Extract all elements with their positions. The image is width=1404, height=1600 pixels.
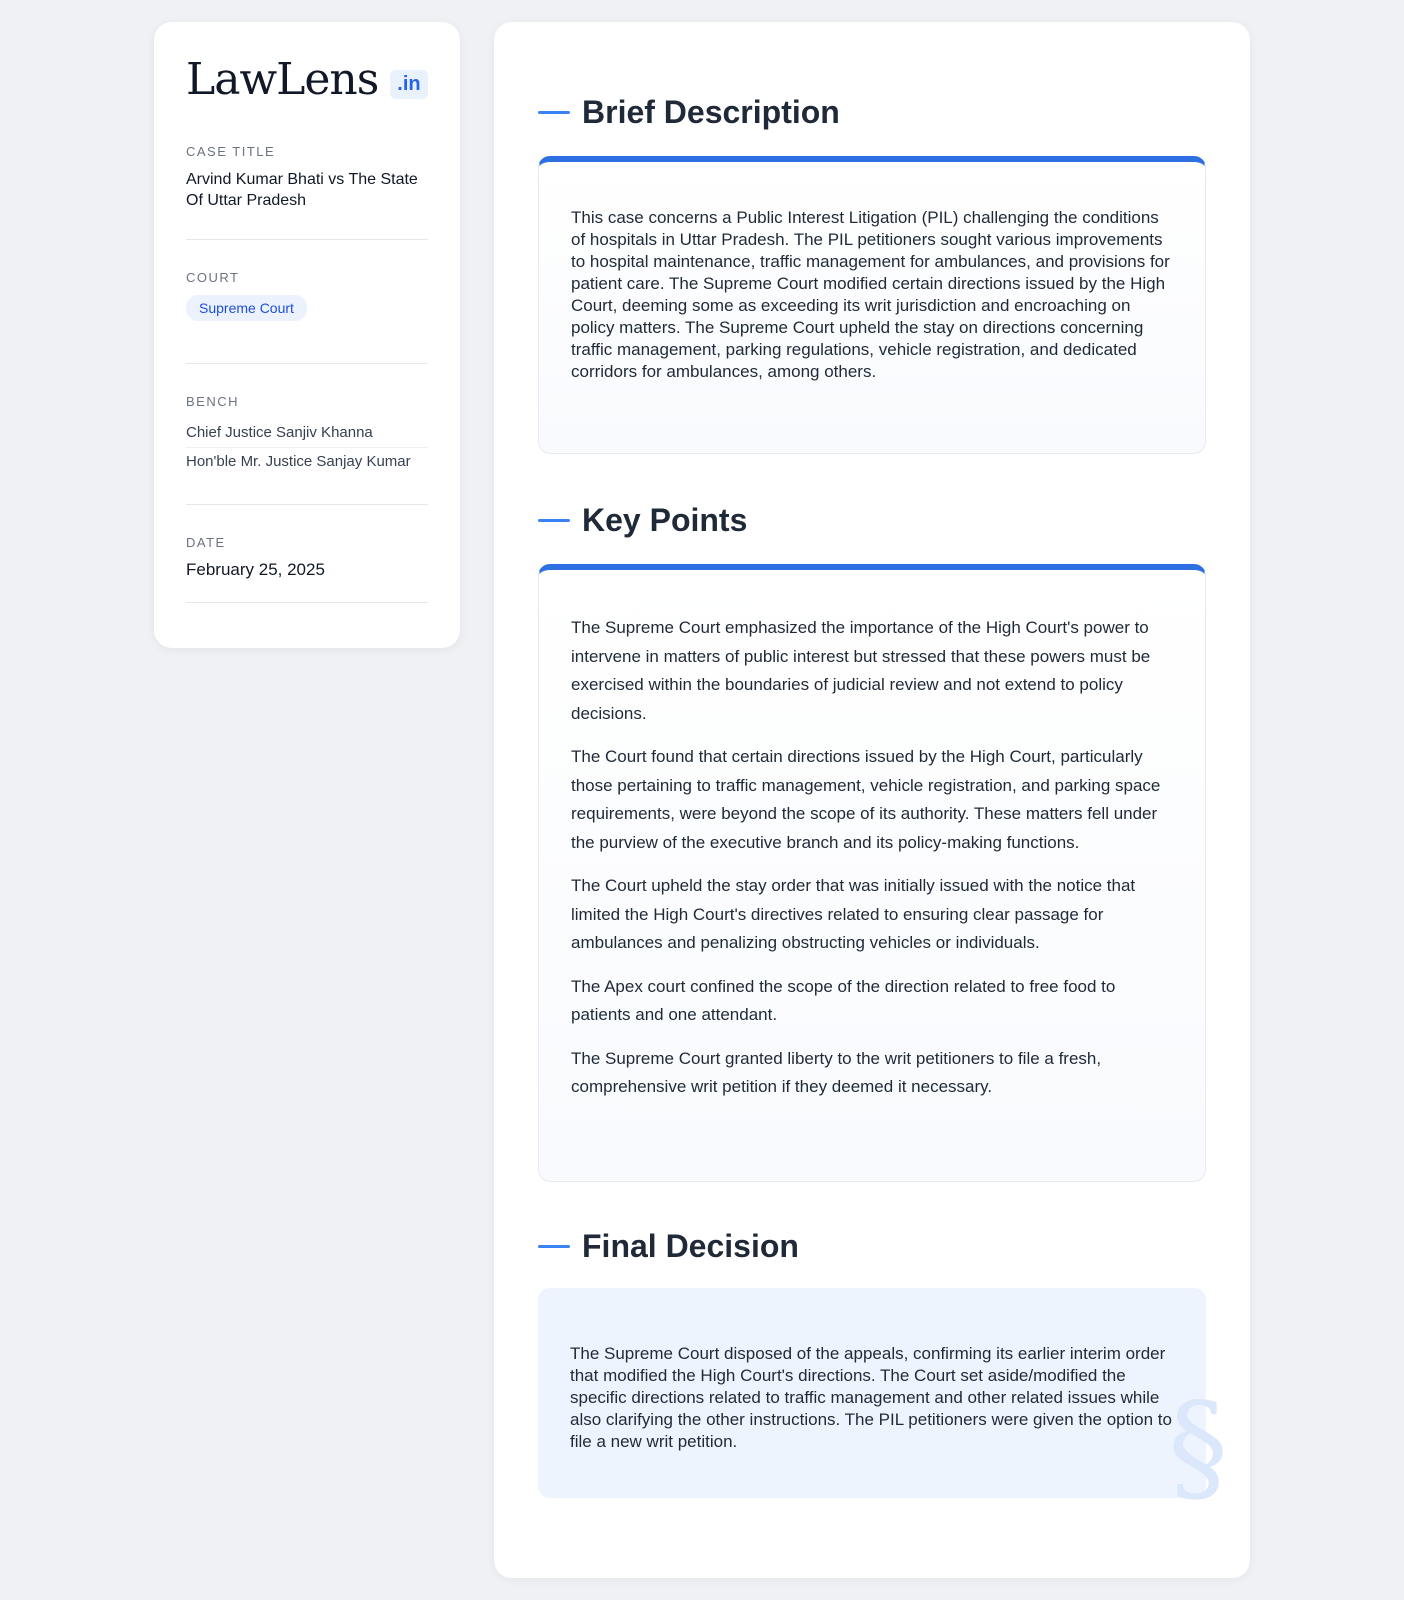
key-point: The Court found that certain directions issued by the High Court, particularly those pertaining to traffic management, vehicle registration, and parking space requirements, were beyond the scope of its authority. These matters fell under the purview of the executive branch and its policy-making functions. (571, 747, 1161, 852)
section-heading (538, 92, 1206, 132)
court-badge: Supreme Court (186, 295, 307, 321)
key-points-section (538, 500, 1206, 1182)
final-decision-title: Final Decision (582, 1227, 799, 1264)
date-block (186, 505, 428, 603)
brand-tld-badge: .in (390, 70, 427, 99)
brief-description-card (538, 156, 1206, 454)
brief-description-text: This case concerns a Public Interest Litigation (PIL) challenging the conditions of hospitals in Uttar Pradesh. The PIL petitioners sought various improvements to hospital maintenance, traffic management for ambulances, and provisions for patient care. The Supreme Court modified certain directions issued by the High Court, deeming some as exceeding its writ jurisdiction and encroaching on policy matters. The Supreme Court upheld the stay on directions concerning traffic management, parking regulations, vehicle registration, and dedicated corridors for ambulances, among others. (571, 208, 1170, 381)
section-heading (538, 500, 1206, 540)
case-title-label: CASE TITLE (186, 144, 276, 159)
court-label: COURT (186, 270, 240, 285)
bench-judge: Chief Justice Sanjiv Khanna (186, 424, 373, 441)
court-block (186, 240, 428, 364)
case-summary-panel (494, 22, 1250, 1578)
heading-accent-rule (538, 519, 570, 522)
key-points-title: Key Points (582, 501, 748, 538)
key-point: The Supreme Court emphasized the importance of the High Court's power to intervene in matters of public interest but stressed that these powers must be exercised within the boundaries of judicial review and not extend to policy decisions. (571, 618, 1151, 723)
bench-label: BENCH (186, 394, 240, 409)
section-icon: § (1168, 1378, 1228, 1517)
brand-logo[interactable] (186, 54, 428, 105)
bench-judge: Hon'ble Mr. Justice Sanjay Kumar (186, 447, 428, 476)
date-label: DATE (186, 535, 226, 550)
judgment-date: February 25, 2025 (186, 560, 325, 579)
key-point: The Supreme Court granted liberty to the writ petitioners to file a fresh, comprehensive writ petition if they deemed it necessary. (571, 1048, 1102, 1096)
brief-description-section (538, 92, 1206, 454)
heading-accent-rule (538, 111, 570, 114)
final-decision-text: The Supreme Court disposed of the appeals, confirming its earlier interim order that modified the High Court's directions. The Court set aside/modified the specific directions related to traffic management and other related issues while also clarifying the other instructions. The PIL petitioners were given the option to file a new writ petition. (570, 1344, 1172, 1451)
key-point: The Court upheld the stay order that was initially issued with the notice that limited the High Court's directives related to ensuring clear passage for ambulances and penalizing obstructing vehicles or individuals. (571, 876, 1136, 952)
key-points-card (538, 564, 1206, 1182)
case-title-block (186, 144, 428, 240)
brief-description-title: Brief Description (582, 93, 840, 130)
case-title: Arvind Kumar Bhati vs The State Of Uttar Pradesh (186, 171, 418, 209)
key-point: The Apex court confined the scope of the direction related to free food to patients and one attendant. (571, 976, 1116, 1024)
final-decision-card (538, 1288, 1228, 1517)
heading-accent-rule (538, 1245, 570, 1248)
bench-block (186, 364, 428, 505)
brand-name: LawLens (186, 54, 379, 105)
section-heading (538, 1226, 1206, 1266)
final-decision-section (538, 1226, 1228, 1517)
case-sidebar (154, 22, 460, 648)
